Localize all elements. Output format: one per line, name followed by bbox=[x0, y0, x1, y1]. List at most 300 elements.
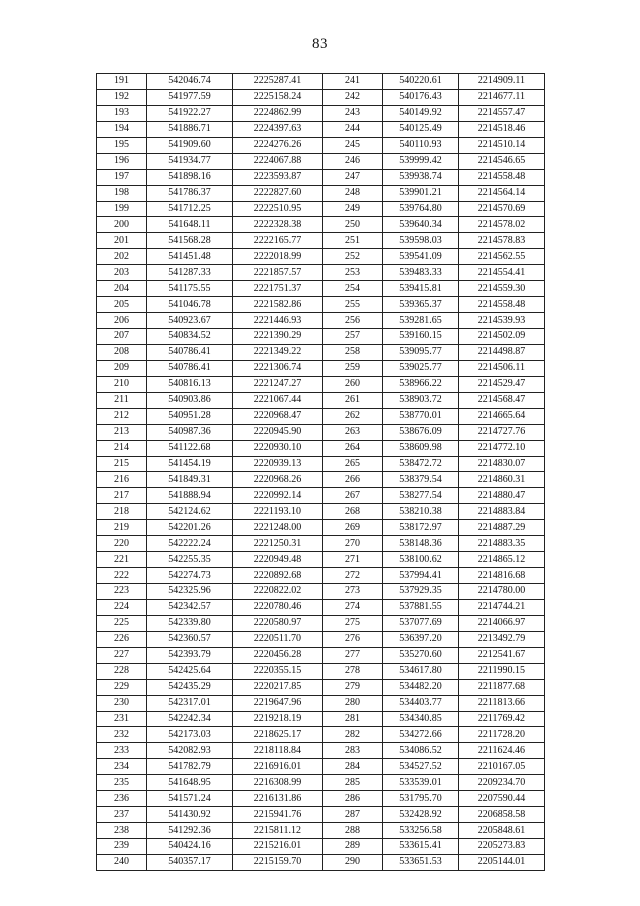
table-row bbox=[97, 121, 545, 137]
point-number-cell: 230 bbox=[97, 695, 147, 711]
point-number-cell: 216 bbox=[97, 472, 147, 488]
x-coordinate-cell: 538676.09 bbox=[383, 424, 459, 440]
x-coordinate-cell: 541886.71 bbox=[147, 121, 233, 137]
x-coordinate-cell: 538172.97 bbox=[383, 520, 459, 536]
y-coordinate-cell: 2222827.60 bbox=[233, 185, 323, 201]
point-number-cell: 245 bbox=[323, 137, 383, 153]
y-coordinate-cell: 2214518.46 bbox=[459, 121, 545, 137]
y-coordinate-cell: 2214880.47 bbox=[459, 488, 545, 504]
table-row bbox=[97, 281, 545, 297]
y-coordinate-cell: 2224397.63 bbox=[233, 121, 323, 137]
point-number-cell: 269 bbox=[323, 520, 383, 536]
y-coordinate-cell: 2214564.14 bbox=[459, 185, 545, 201]
x-coordinate-cell: 540834.52 bbox=[147, 329, 233, 345]
point-number-cell: 229 bbox=[97, 679, 147, 695]
point-number-cell: 279 bbox=[323, 679, 383, 695]
point-number-cell: 196 bbox=[97, 153, 147, 169]
y-coordinate-cell: 2215216.01 bbox=[233, 839, 323, 855]
point-number-cell: 228 bbox=[97, 663, 147, 679]
table-row bbox=[97, 233, 545, 249]
table-row bbox=[97, 360, 545, 376]
x-coordinate-cell: 541977.59 bbox=[147, 89, 233, 105]
y-coordinate-cell: 2214498.87 bbox=[459, 344, 545, 360]
point-number-cell: 206 bbox=[97, 313, 147, 329]
x-coordinate-cell: 540357.17 bbox=[147, 854, 233, 870]
point-number-cell: 286 bbox=[323, 791, 383, 807]
point-number-cell: 197 bbox=[97, 169, 147, 185]
x-coordinate-cell: 541287.33 bbox=[147, 265, 233, 281]
y-coordinate-cell: 2214066.97 bbox=[459, 615, 545, 631]
point-number-cell: 201 bbox=[97, 233, 147, 249]
table-row bbox=[97, 759, 545, 775]
x-coordinate-cell: 540903.86 bbox=[147, 392, 233, 408]
point-number-cell: 237 bbox=[97, 807, 147, 823]
x-coordinate-cell: 534403.77 bbox=[383, 695, 459, 711]
x-coordinate-cell: 541786.37 bbox=[147, 185, 233, 201]
point-number-cell: 258 bbox=[323, 344, 383, 360]
table-row bbox=[97, 775, 545, 791]
y-coordinate-cell: 2221250.31 bbox=[233, 536, 323, 552]
y-coordinate-cell: 2220456.28 bbox=[233, 647, 323, 663]
x-coordinate-cell: 538609.98 bbox=[383, 440, 459, 456]
x-coordinate-cell: 539483.33 bbox=[383, 265, 459, 281]
point-number-cell: 262 bbox=[323, 408, 383, 424]
x-coordinate-cell: 542393.79 bbox=[147, 647, 233, 663]
y-coordinate-cell: 2211728.20 bbox=[459, 727, 545, 743]
point-number-cell: 239 bbox=[97, 839, 147, 855]
table-row bbox=[97, 456, 545, 472]
point-number-cell: 215 bbox=[97, 456, 147, 472]
x-coordinate-cell: 541782.79 bbox=[147, 759, 233, 775]
point-number-cell: 233 bbox=[97, 743, 147, 759]
x-coordinate-cell: 539160.15 bbox=[383, 329, 459, 345]
x-coordinate-cell: 535270.60 bbox=[383, 647, 459, 663]
x-coordinate-cell: 541451.48 bbox=[147, 249, 233, 265]
x-coordinate-cell: 539598.03 bbox=[383, 233, 459, 249]
y-coordinate-cell: 2220949.48 bbox=[233, 552, 323, 568]
x-coordinate-cell: 538472.72 bbox=[383, 456, 459, 472]
point-number-cell: 213 bbox=[97, 424, 147, 440]
y-coordinate-cell: 2214865.12 bbox=[459, 552, 545, 568]
table-row bbox=[97, 392, 545, 408]
table-row bbox=[97, 599, 545, 615]
x-coordinate-cell: 542222.24 bbox=[147, 536, 233, 552]
x-coordinate-cell: 539999.42 bbox=[383, 153, 459, 169]
y-coordinate-cell: 2224276.26 bbox=[233, 137, 323, 153]
x-coordinate-cell: 542339.80 bbox=[147, 615, 233, 631]
y-coordinate-cell: 2220992.14 bbox=[233, 488, 323, 504]
y-coordinate-cell: 2214780.00 bbox=[459, 584, 545, 600]
y-coordinate-cell: 2216308.99 bbox=[233, 775, 323, 791]
point-number-cell: 267 bbox=[323, 488, 383, 504]
point-number-cell: 232 bbox=[97, 727, 147, 743]
x-coordinate-cell: 542242.34 bbox=[147, 711, 233, 727]
point-number-cell: 249 bbox=[323, 201, 383, 217]
y-coordinate-cell: 2216916.01 bbox=[233, 759, 323, 775]
x-coordinate-cell: 534086.52 bbox=[383, 743, 459, 759]
x-coordinate-cell: 539281.65 bbox=[383, 313, 459, 329]
table-row bbox=[97, 265, 545, 281]
y-coordinate-cell: 2214772.10 bbox=[459, 440, 545, 456]
y-coordinate-cell: 2214539.93 bbox=[459, 313, 545, 329]
point-number-cell: 281 bbox=[323, 711, 383, 727]
y-coordinate-cell: 2222328.38 bbox=[233, 217, 323, 233]
x-coordinate-cell: 541888.94 bbox=[147, 488, 233, 504]
x-coordinate-cell: 540786.41 bbox=[147, 344, 233, 360]
y-coordinate-cell: 2225287.41 bbox=[233, 74, 323, 90]
table-row bbox=[97, 520, 545, 536]
x-coordinate-cell: 541648.95 bbox=[147, 775, 233, 791]
x-coordinate-cell: 533615.41 bbox=[383, 839, 459, 855]
y-coordinate-cell: 2221248.00 bbox=[233, 520, 323, 536]
x-coordinate-cell: 539938.74 bbox=[383, 169, 459, 185]
y-coordinate-cell: 2214883.84 bbox=[459, 504, 545, 520]
y-coordinate-cell: 2215811.12 bbox=[233, 823, 323, 839]
point-number-cell: 236 bbox=[97, 791, 147, 807]
table-row bbox=[97, 74, 545, 90]
y-coordinate-cell: 2214727.76 bbox=[459, 424, 545, 440]
y-coordinate-cell: 2215159.70 bbox=[233, 854, 323, 870]
y-coordinate-cell: 2214665.64 bbox=[459, 408, 545, 424]
y-coordinate-cell: 2219647.96 bbox=[233, 695, 323, 711]
table-row bbox=[97, 201, 545, 217]
y-coordinate-cell: 2214887.29 bbox=[459, 520, 545, 536]
table-row bbox=[97, 472, 545, 488]
point-number-cell: 205 bbox=[97, 297, 147, 313]
point-number-cell: 208 bbox=[97, 344, 147, 360]
y-coordinate-cell: 2220968.26 bbox=[233, 472, 323, 488]
point-number-cell: 247 bbox=[323, 169, 383, 185]
y-coordinate-cell: 2220780.46 bbox=[233, 599, 323, 615]
x-coordinate-cell: 539415.81 bbox=[383, 281, 459, 297]
y-coordinate-cell: 2214909.11 bbox=[459, 74, 545, 90]
y-coordinate-cell: 2224862.99 bbox=[233, 105, 323, 121]
y-coordinate-cell: 2214677.11 bbox=[459, 89, 545, 105]
x-coordinate-cell: 542046.74 bbox=[147, 74, 233, 90]
y-coordinate-cell: 2214559.30 bbox=[459, 281, 545, 297]
x-coordinate-cell: 541849.31 bbox=[147, 472, 233, 488]
x-coordinate-cell: 540176.43 bbox=[383, 89, 459, 105]
point-number-cell: 195 bbox=[97, 137, 147, 153]
point-number-cell: 270 bbox=[323, 536, 383, 552]
x-coordinate-cell: 534340.85 bbox=[383, 711, 459, 727]
table-row bbox=[97, 631, 545, 647]
y-coordinate-cell: 2221390.29 bbox=[233, 329, 323, 345]
x-coordinate-cell: 542342.57 bbox=[147, 599, 233, 615]
point-number-cell: 191 bbox=[97, 74, 147, 90]
table-row bbox=[97, 424, 545, 440]
table-row bbox=[97, 536, 545, 552]
point-number-cell: 273 bbox=[323, 584, 383, 600]
y-coordinate-cell: 2221349.22 bbox=[233, 344, 323, 360]
x-coordinate-cell: 541898.16 bbox=[147, 169, 233, 185]
table-row bbox=[97, 615, 545, 631]
point-number-cell: 266 bbox=[323, 472, 383, 488]
point-number-cell: 224 bbox=[97, 599, 147, 615]
point-number-cell: 219 bbox=[97, 520, 147, 536]
table-row bbox=[97, 488, 545, 504]
x-coordinate-cell: 538277.54 bbox=[383, 488, 459, 504]
point-number-cell: 254 bbox=[323, 281, 383, 297]
y-coordinate-cell: 2214578.02 bbox=[459, 217, 545, 233]
x-coordinate-cell: 534272.66 bbox=[383, 727, 459, 743]
y-coordinate-cell: 2224067.88 bbox=[233, 153, 323, 169]
x-coordinate-cell: 531795.70 bbox=[383, 791, 459, 807]
point-number-cell: 259 bbox=[323, 360, 383, 376]
x-coordinate-cell: 539640.34 bbox=[383, 217, 459, 233]
table-row bbox=[97, 823, 545, 839]
point-number-cell: 257 bbox=[323, 329, 383, 345]
point-number-cell: 198 bbox=[97, 185, 147, 201]
table-row bbox=[97, 727, 545, 743]
x-coordinate-cell: 541909.60 bbox=[147, 137, 233, 153]
y-coordinate-cell: 2221857.57 bbox=[233, 265, 323, 281]
point-number-cell: 282 bbox=[323, 727, 383, 743]
x-coordinate-cell: 542173.03 bbox=[147, 727, 233, 743]
table-row bbox=[97, 329, 545, 345]
x-coordinate-cell: 533651.53 bbox=[383, 854, 459, 870]
x-coordinate-cell: 540424.16 bbox=[147, 839, 233, 855]
y-coordinate-cell: 2220968.47 bbox=[233, 408, 323, 424]
table-row bbox=[97, 153, 545, 169]
x-coordinate-cell: 540923.67 bbox=[147, 313, 233, 329]
x-coordinate-cell: 541934.77 bbox=[147, 153, 233, 169]
x-coordinate-cell: 539095.77 bbox=[383, 344, 459, 360]
point-number-cell: 234 bbox=[97, 759, 147, 775]
x-coordinate-cell: 541175.55 bbox=[147, 281, 233, 297]
x-coordinate-cell: 538966.22 bbox=[383, 376, 459, 392]
point-number-cell: 211 bbox=[97, 392, 147, 408]
table-row bbox=[97, 584, 545, 600]
table-row bbox=[97, 313, 545, 329]
y-coordinate-cell: 2214502.09 bbox=[459, 329, 545, 345]
table-row bbox=[97, 854, 545, 870]
y-coordinate-cell: 2220930.10 bbox=[233, 440, 323, 456]
x-coordinate-cell: 538903.72 bbox=[383, 392, 459, 408]
table-row bbox=[97, 376, 545, 392]
table-row bbox=[97, 504, 545, 520]
table-row bbox=[97, 568, 545, 584]
y-coordinate-cell: 2214883.35 bbox=[459, 536, 545, 552]
table-row bbox=[97, 695, 545, 711]
x-coordinate-cell: 542201.26 bbox=[147, 520, 233, 536]
y-coordinate-cell: 2225158.24 bbox=[233, 89, 323, 105]
x-coordinate-cell: 534617.80 bbox=[383, 663, 459, 679]
y-coordinate-cell: 2214546.65 bbox=[459, 153, 545, 169]
point-number-cell: 251 bbox=[323, 233, 383, 249]
point-number-cell: 256 bbox=[323, 313, 383, 329]
y-coordinate-cell: 2210167.05 bbox=[459, 759, 545, 775]
point-number-cell: 253 bbox=[323, 265, 383, 281]
y-coordinate-cell: 2221751.37 bbox=[233, 281, 323, 297]
y-coordinate-cell: 2213492.79 bbox=[459, 631, 545, 647]
point-number-cell: 244 bbox=[323, 121, 383, 137]
y-coordinate-cell: 2214568.47 bbox=[459, 392, 545, 408]
y-coordinate-cell: 2214510.14 bbox=[459, 137, 545, 153]
x-coordinate-cell: 542255.35 bbox=[147, 552, 233, 568]
y-coordinate-cell: 2214570.69 bbox=[459, 201, 545, 217]
y-coordinate-cell: 2211813.66 bbox=[459, 695, 545, 711]
point-number-cell: 199 bbox=[97, 201, 147, 217]
y-coordinate-cell: 2212541.67 bbox=[459, 647, 545, 663]
x-coordinate-cell: 539764.80 bbox=[383, 201, 459, 217]
y-coordinate-cell: 2220217.85 bbox=[233, 679, 323, 695]
x-coordinate-cell: 537929.35 bbox=[383, 584, 459, 600]
point-number-cell: 284 bbox=[323, 759, 383, 775]
y-coordinate-cell: 2214554.41 bbox=[459, 265, 545, 281]
point-number-cell: 241 bbox=[323, 74, 383, 90]
x-coordinate-cell: 541292.36 bbox=[147, 823, 233, 839]
y-coordinate-cell: 2219218.19 bbox=[233, 711, 323, 727]
x-coordinate-cell: 537881.55 bbox=[383, 599, 459, 615]
y-coordinate-cell: 2221247.27 bbox=[233, 376, 323, 392]
x-coordinate-cell: 534527.52 bbox=[383, 759, 459, 775]
point-number-cell: 203 bbox=[97, 265, 147, 281]
table-body bbox=[97, 74, 545, 871]
table-row bbox=[97, 791, 545, 807]
y-coordinate-cell: 2220822.02 bbox=[233, 584, 323, 600]
point-number-cell: 280 bbox=[323, 695, 383, 711]
point-number-cell: 220 bbox=[97, 536, 147, 552]
x-coordinate-cell: 539365.37 bbox=[383, 297, 459, 313]
x-coordinate-cell: 542274.73 bbox=[147, 568, 233, 584]
x-coordinate-cell: 540149.92 bbox=[383, 105, 459, 121]
point-number-cell: 214 bbox=[97, 440, 147, 456]
x-coordinate-cell: 542435.29 bbox=[147, 679, 233, 695]
point-number-cell: 283 bbox=[323, 743, 383, 759]
y-coordinate-cell: 2214557.47 bbox=[459, 105, 545, 121]
x-coordinate-cell: 533539.01 bbox=[383, 775, 459, 791]
x-coordinate-cell: 540110.93 bbox=[383, 137, 459, 153]
x-coordinate-cell: 541454.19 bbox=[147, 456, 233, 472]
point-number-cell: 240 bbox=[97, 854, 147, 870]
point-number-cell: 223 bbox=[97, 584, 147, 600]
point-number-cell: 225 bbox=[97, 615, 147, 631]
y-coordinate-cell: 2220939.13 bbox=[233, 456, 323, 472]
y-coordinate-cell: 2205848.61 bbox=[459, 823, 545, 839]
point-number-cell: 193 bbox=[97, 105, 147, 121]
point-number-cell: 226 bbox=[97, 631, 147, 647]
y-coordinate-cell: 2214558.48 bbox=[459, 297, 545, 313]
y-coordinate-cell: 2222510.95 bbox=[233, 201, 323, 217]
y-coordinate-cell: 2223593.87 bbox=[233, 169, 323, 185]
point-number-cell: 290 bbox=[323, 854, 383, 870]
y-coordinate-cell: 2216131.86 bbox=[233, 791, 323, 807]
point-number-cell: 275 bbox=[323, 615, 383, 631]
y-coordinate-cell: 2221582.86 bbox=[233, 297, 323, 313]
x-coordinate-cell: 536397.20 bbox=[383, 631, 459, 647]
point-number-cell: 221 bbox=[97, 552, 147, 568]
point-number-cell: 276 bbox=[323, 631, 383, 647]
x-coordinate-cell: 541046.78 bbox=[147, 297, 233, 313]
x-coordinate-cell: 542082.93 bbox=[147, 743, 233, 759]
table-row bbox=[97, 408, 545, 424]
table-row bbox=[97, 89, 545, 105]
point-number-cell: 274 bbox=[323, 599, 383, 615]
y-coordinate-cell: 2211769.42 bbox=[459, 711, 545, 727]
y-coordinate-cell: 2211877.68 bbox=[459, 679, 545, 695]
x-coordinate-cell: 540125.49 bbox=[383, 121, 459, 137]
x-coordinate-cell: 541648.11 bbox=[147, 217, 233, 233]
x-coordinate-cell: 539025.77 bbox=[383, 360, 459, 376]
point-number-cell: 204 bbox=[97, 281, 147, 297]
x-coordinate-cell: 533256.58 bbox=[383, 823, 459, 839]
point-number-cell: 200 bbox=[97, 217, 147, 233]
y-coordinate-cell: 2211624.46 bbox=[459, 743, 545, 759]
x-coordinate-cell: 541571.24 bbox=[147, 791, 233, 807]
x-coordinate-cell: 534482.20 bbox=[383, 679, 459, 695]
table-row bbox=[97, 807, 545, 823]
x-coordinate-cell: 537994.41 bbox=[383, 568, 459, 584]
y-coordinate-cell: 2215941.76 bbox=[233, 807, 323, 823]
x-coordinate-cell: 542360.57 bbox=[147, 631, 233, 647]
table-row bbox=[97, 440, 545, 456]
point-number-cell: 252 bbox=[323, 249, 383, 265]
point-number-cell: 209 bbox=[97, 360, 147, 376]
point-number-cell: 212 bbox=[97, 408, 147, 424]
x-coordinate-cell: 542124.62 bbox=[147, 504, 233, 520]
x-coordinate-cell: 540816.13 bbox=[147, 376, 233, 392]
point-number-cell: 285 bbox=[323, 775, 383, 791]
y-coordinate-cell: 2214506.11 bbox=[459, 360, 545, 376]
table-row bbox=[97, 169, 545, 185]
x-coordinate-cell: 539901.21 bbox=[383, 185, 459, 201]
table-row bbox=[97, 344, 545, 360]
point-number-cell: 268 bbox=[323, 504, 383, 520]
x-coordinate-cell: 540987.36 bbox=[147, 424, 233, 440]
point-number-cell: 265 bbox=[323, 456, 383, 472]
y-coordinate-cell: 2220511.70 bbox=[233, 631, 323, 647]
coordinate-table bbox=[96, 73, 545, 871]
y-coordinate-cell: 2220580.97 bbox=[233, 615, 323, 631]
y-coordinate-cell: 2221193.10 bbox=[233, 504, 323, 520]
x-coordinate-cell: 541430.92 bbox=[147, 807, 233, 823]
table-row bbox=[97, 249, 545, 265]
x-coordinate-cell: 538100.62 bbox=[383, 552, 459, 568]
point-number-cell: 261 bbox=[323, 392, 383, 408]
point-number-cell: 255 bbox=[323, 297, 383, 313]
y-coordinate-cell: 2222165.77 bbox=[233, 233, 323, 249]
table-row bbox=[97, 743, 545, 759]
point-number-cell: 263 bbox=[323, 424, 383, 440]
x-coordinate-cell: 538379.54 bbox=[383, 472, 459, 488]
x-coordinate-cell: 541712.25 bbox=[147, 201, 233, 217]
point-number-cell: 192 bbox=[97, 89, 147, 105]
y-coordinate-cell: 2214860.31 bbox=[459, 472, 545, 488]
x-coordinate-cell: 538210.38 bbox=[383, 504, 459, 520]
point-number-cell: 194 bbox=[97, 121, 147, 137]
point-number-cell: 289 bbox=[323, 839, 383, 855]
point-number-cell: 235 bbox=[97, 775, 147, 791]
y-coordinate-cell: 2209234.70 bbox=[459, 775, 545, 791]
table-row bbox=[97, 647, 545, 663]
table-row bbox=[97, 663, 545, 679]
point-number-cell: 217 bbox=[97, 488, 147, 504]
table-row bbox=[97, 679, 545, 695]
y-coordinate-cell: 2214816.68 bbox=[459, 568, 545, 584]
point-number-cell: 277 bbox=[323, 647, 383, 663]
point-number-cell: 242 bbox=[323, 89, 383, 105]
y-coordinate-cell: 2206858.58 bbox=[459, 807, 545, 823]
point-number-cell: 243 bbox=[323, 105, 383, 121]
y-coordinate-cell: 2221067.44 bbox=[233, 392, 323, 408]
point-number-cell: 271 bbox=[323, 552, 383, 568]
point-number-cell: 288 bbox=[323, 823, 383, 839]
point-number-cell: 264 bbox=[323, 440, 383, 456]
table-row bbox=[97, 137, 545, 153]
x-coordinate-cell: 540786.41 bbox=[147, 360, 233, 376]
x-coordinate-cell: 538770.01 bbox=[383, 408, 459, 424]
